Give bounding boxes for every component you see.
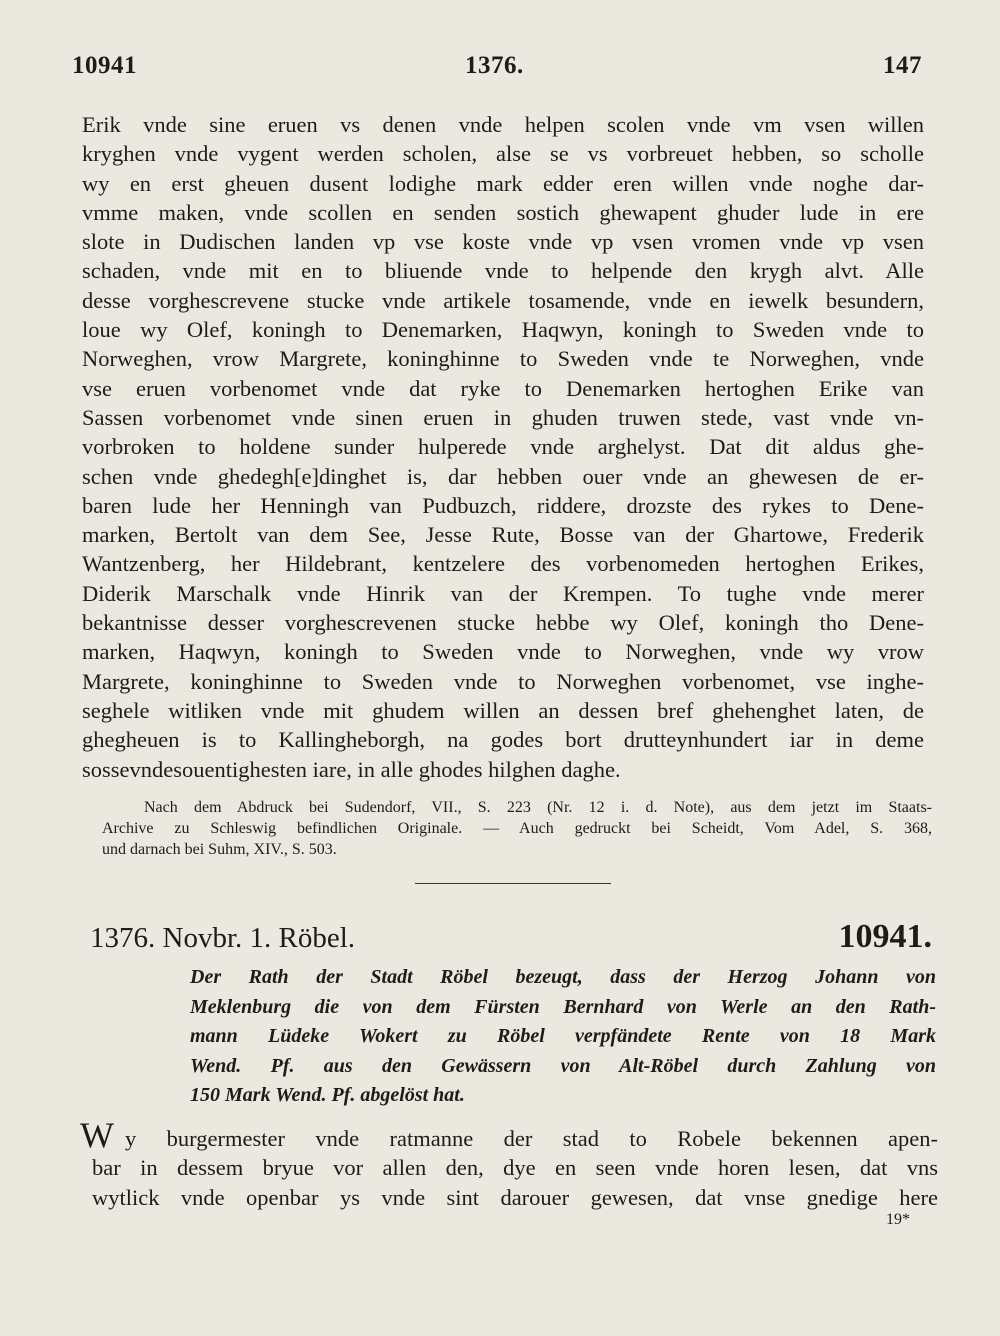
sheet-signature-mark: 19*	[886, 1211, 910, 1228]
text-line: wy en erst gheuen dusent lodighe mark edder eren willen vnde noghe dar-	[82, 170, 924, 196]
section-divider	[415, 883, 611, 884]
text-line: y burgermester vnde ratmanne der stad to Robele bekennen apen-	[125, 1126, 938, 1151]
summary-line: Wend. Pf. aus den Gewässern von Alt-Röbel durch Zahlung von	[190, 1054, 936, 1077]
text-line: bekantnisse desser vorghescrevenen stucke hebbe wy Olef, koningh tho Dene-	[82, 610, 924, 636]
text-line: Wantzenberg, her Hildebrant, kentzelere des vorbenomeden hertoghen Erikes,	[82, 551, 924, 577]
text-line: Sassen vorbenomet vnde sinen eruen in ghuden truwen stede, vast vnde vn-	[82, 404, 924, 430]
entry-heading	[90, 918, 932, 962]
entry-summary	[190, 963, 936, 1111]
text-line: marken, Bertolt van dem See, Jesse Rute, Bosse van der Ghartowe, Frederik	[82, 522, 924, 548]
entry-date-place: 1376. Novbr. 1. Röbel.	[90, 922, 356, 954]
page-header	[72, 52, 922, 84]
text-line: kryghen vnde vygent werden scholen, alse se vs vorbreuet hebben, so scholle	[82, 141, 924, 167]
text-line: seghele witliken vnde mit ghudem willen an dessen bref ghehenghet laten, de	[82, 697, 924, 723]
initial-letter: W	[80, 1115, 114, 1155]
text-line: wytlick vnde openbar ys vnde sint darouer gewesen, dat vnse gnedige here	[92, 1184, 938, 1210]
text-line: Margrete, koninghinne to Sweden vnde to Norweghen vorbenomet, vse inghe-	[82, 668, 924, 694]
text-line: ghegheuen is to Kallingheborgh, na godes bort drutteynhundert iar in deme	[82, 727, 924, 753]
footnote-line: Nach dem Abdruck bei Sudendorf, VII., S. 223 (Nr. 12 i. d. Note), aus dem jetzt im Staats-	[144, 799, 932, 816]
running-entry-number: 10941	[72, 52, 137, 79]
footnote-line: und darnach bei Suhm, XIV., S. 503.	[102, 841, 337, 858]
text-line: vse eruen vorbenomet vnde dat ryke to Denemarken hertoghen Erike van	[82, 375, 924, 401]
text-line: schaden, vnde mit en to bliuende vnde to helpende den krygh alvt. Alle	[82, 258, 924, 284]
entry-body-text	[92, 1124, 938, 1212]
main-text-block	[82, 110, 924, 784]
text-line: Diderik Marschalk vnde Hinrik van der Krempen. To tughe vnde merer	[82, 580, 924, 606]
summary-line: mann Lüdeke Wokert zu Röbel verpfändete Rente von 18 Mark	[190, 1025, 936, 1047]
text-line: desse vorghescrevene stucke vnde artikele tosamende, vnde en iewelk besundern,	[82, 287, 924, 313]
text-line: vorbroken to holdene sunder hulperede vnde arghelyst. Dat dit aldus ghe-	[82, 434, 924, 460]
text-line: sossevndesouentighesten iare, in alle ghodes hilghen daghe.	[82, 756, 621, 782]
page-number: 147	[883, 52, 922, 79]
source-note	[102, 797, 932, 860]
running-year: 1376.	[465, 52, 524, 79]
text-line: schen vnde ghedegh[e]dinghet is, dar hebben ouer vnde an ghewesen de er-	[82, 463, 924, 489]
text-line: slote in Dudischen landen vp vse koste vnde vp vsen vromen vnde vp vsen	[82, 229, 924, 255]
text-line: marken, Haqwyn, koningh to Sweden vnde to Norweghen, vnde wy vrow	[82, 639, 924, 665]
text-line: loue wy Olef, koningh to Denemarken, Haqwyn, koningh to Sweden vnde to	[82, 317, 924, 343]
summary-line: Meklenburg die von dem Fürsten Bernhard von Werle an den Rath-	[190, 995, 936, 1018]
summary-line: Der Rath der Stadt Röbel bezeugt, dass der Herzog Johann von	[190, 966, 936, 988]
text-line: baren lude her Henningh van Pudbuzch, riddere, drozste des rykes to Dene-	[82, 492, 924, 518]
summary-line: 150 Mark Wend. Pf. abgelöst hat.	[190, 1084, 465, 1106]
text-line: Norweghen, vrow Margrete, koninghinne to Sweden vnde te Norweghen, vnde	[82, 346, 924, 372]
entry-number: 10941.	[838, 918, 932, 955]
text-line: vmme maken, vnde scollen en senden sostich ghewapent ghuder lude in ere	[82, 199, 924, 225]
text-line: bar in dessem bryue vor allen den, dye en seen vnde horen lesen, dat vns	[92, 1155, 938, 1181]
text-line: Erik vnde sine eruen vs denen vnde helpen scolen vnde vm vsen willen	[82, 112, 924, 137]
footnote-line: Archive zu Schleswig befindlichen Originale. — Auch gedruckt bei Scheidt, Vom Adel, S. 368,	[102, 820, 932, 837]
